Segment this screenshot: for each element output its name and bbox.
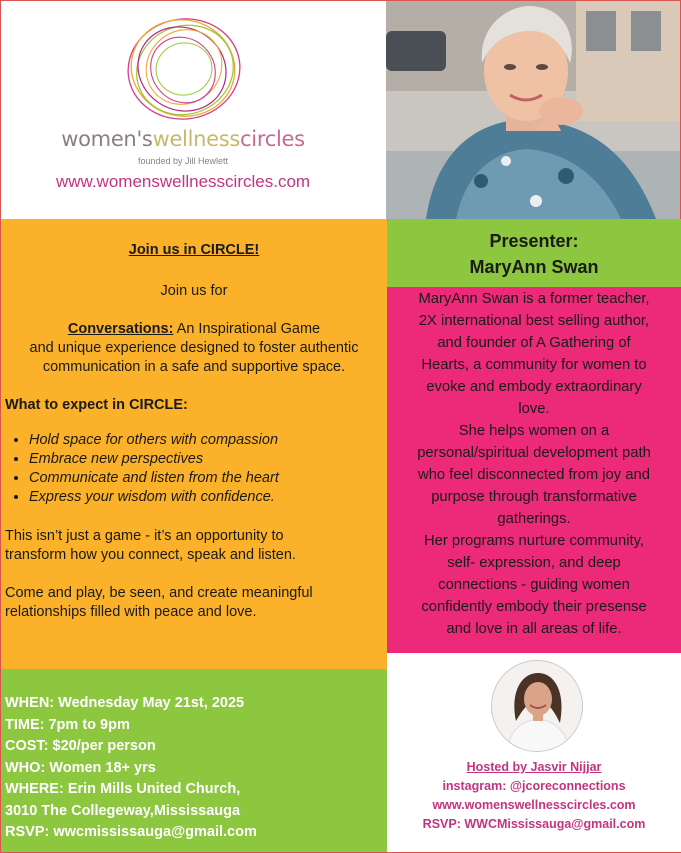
expect-item: • Express your wisdom with confidence. [29, 488, 383, 507]
bio-line: purpose through transformative [431, 489, 637, 505]
bio-line: Her programs nurture community, [423, 533, 645, 549]
bio-line: gatherings. [497, 511, 571, 527]
bio-line: and love in all areas of life. [446, 621, 622, 637]
bio-line: connections - guiding women [438, 577, 630, 593]
presenter-photo [386, 1, 680, 219]
expect-item: • Hold space for others with compassion [29, 431, 383, 450]
event-address: 3010 The Collegeway,Mississauga [5, 802, 241, 819]
brand-name [1, 127, 365, 151]
event-rsvp-email[interactable]: RSVP: wwcmississauga@gmail.com [5, 824, 257, 840]
host-rsvp-email[interactable]: RSVP: WWCMississauga@gmail.com [422, 817, 646, 831]
event-description-panel [1, 219, 387, 669]
event-where: WHERE: Erin Mills United Church, [5, 781, 241, 797]
para2-line2: relationships filled with peace and love. [5, 604, 257, 620]
logo-panel [1, 1, 386, 219]
event-when: WHEN: Wednesday May 21st, 2025 [5, 695, 245, 711]
join-heading [5, 241, 383, 260]
presenter-header [387, 219, 681, 287]
host-avatar [491, 660, 583, 752]
host-name: Hosted by Jasvir Nijjar [466, 760, 602, 774]
bio-line: confidently embody their presense [421, 599, 647, 615]
para1-line1: This isn’t just a game - it’s an opportunity to [5, 528, 284, 544]
presenter-bio [387, 287, 681, 653]
conversations-line3: communication in a safe and supportive space. [42, 359, 346, 375]
bio-line: 2X international best selling author, [418, 313, 650, 329]
brand-name-part3: circles [240, 127, 305, 151]
bio-line: self- expression, and deep [447, 555, 621, 571]
bio-line: She helps women on a [458, 423, 610, 439]
event-time: TIME: 7pm to 9pm [5, 716, 130, 733]
conversations-line2: and unique experience designed to foster authentic [29, 340, 359, 356]
event-details-panel [1, 669, 387, 852]
bio-line: evoke and embody extraordinary [426, 379, 642, 395]
conversations-line1 [5, 320, 383, 339]
bio-line: love. [518, 401, 550, 417]
brand-name-part1: women's [61, 127, 153, 151]
expect-item: • Embrace new perspectives [29, 450, 383, 469]
bio-line: MaryAnn Swan is a former teacher, [418, 291, 650, 307]
conversations-label: Conversations: [67, 321, 174, 337]
expect-item: • Communicate and listen from the heart [29, 469, 383, 488]
circles-logo-icon [122, 13, 246, 125]
expect-list [13, 431, 383, 507]
brand-url-link[interactable]: www.womenswellnesscircles.com [55, 172, 311, 191]
brand-tagline: founded by Jill Hewlett [137, 156, 229, 166]
bio-line: Hearts, a community for women to [421, 357, 647, 373]
bio-line: who feel disconnected from joy and [418, 467, 650, 483]
event-who: WHO: Women 18+ yrs [5, 759, 156, 776]
event-cost: COST: $20/per person [5, 738, 156, 754]
host-panel [387, 653, 681, 852]
expect-heading: What to expect in CIRCLE: [5, 397, 188, 413]
bio-line: and founder of A Gathering of [437, 335, 631, 351]
host-website-link[interactable]: www.womenswellnesscircles.com [432, 798, 636, 812]
host-instagram[interactable]: instagram: @jcoreconnections [442, 779, 626, 793]
host-info [387, 758, 681, 834]
bio-line: personal/spiritual development path [417, 445, 651, 461]
presenter-label: Presenter: [489, 231, 579, 251]
conversations-text: An Inspirational Game [173, 321, 321, 337]
presenter-name: MaryAnn Swan [469, 257, 599, 277]
brand-name-part2: wellness [152, 127, 241, 151]
join-heading-text: Join us in CIRCLE! [128, 242, 260, 258]
para2-line1: Come and play, be seen, and create meaningful [5, 585, 313, 601]
join-intro: Join us for [160, 283, 228, 299]
para1-line2: transform how you connect, speak and listen. [5, 547, 296, 563]
